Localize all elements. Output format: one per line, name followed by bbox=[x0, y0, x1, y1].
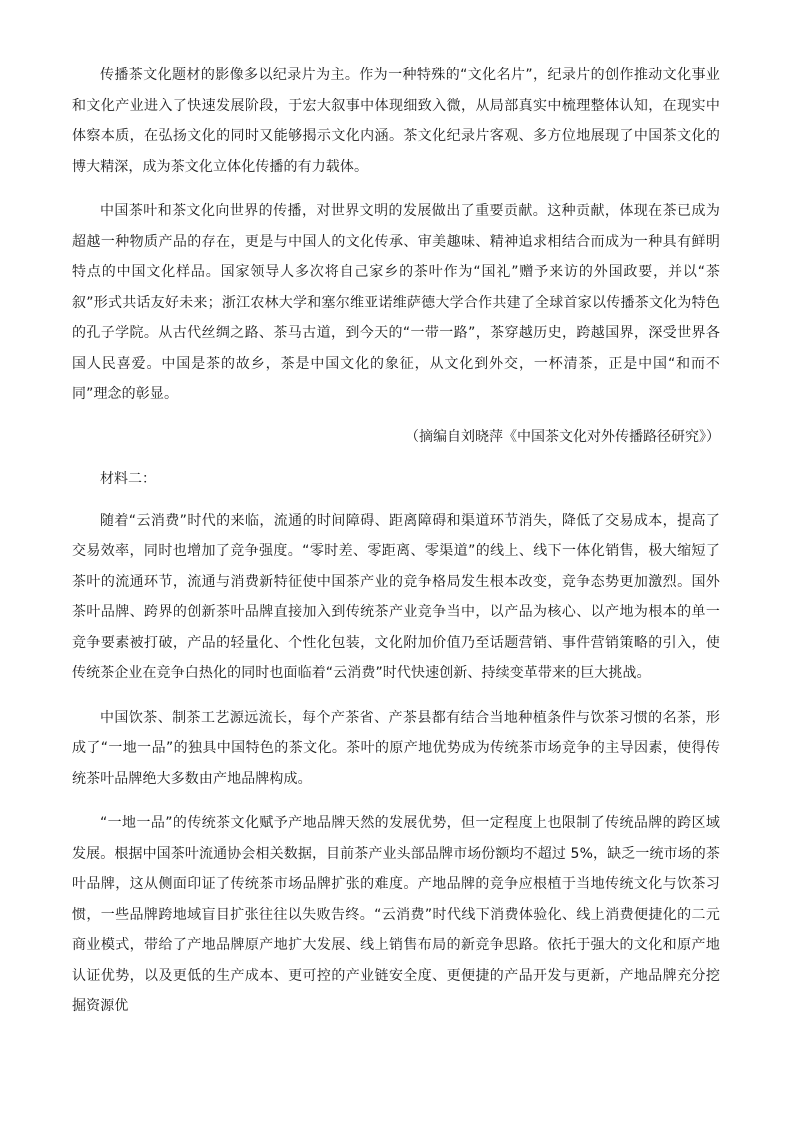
paragraph-cloud-consumption: 随着“云消费”时代的来临，流通的时间障碍、距离障碍和渠道环节消失，降低了交易成本，提高了交易效率，同时也增加了竞争强度。“零时差、零距离、零渠道”的线上、线下一体化销售，极大缩短了茶叶的流通环节，流通与消费新特征使中国茶产业的竞争格局发生根本改变，竞争态势更加激烈。国外茶叶品牌、跨界的创新茶叶品牌直接加入到传统茶产业竞争当中，以产品为核心、以产地为根本的单一竞争要素被打破，产品的轻量化、个性化包装，文化附加价值乃至话题营销、事件营销策略的引入，使传统茶企业在竞争白热化的同时也面临着“云消费”时代快速创新、持续变革带来的巨大挑战。 bbox=[72, 512, 720, 681]
section-heading-material-two: 材料二： bbox=[100, 470, 156, 487]
paragraph-one-place-one-product: 中国饮茶、制茶工艺源远流长，每个产茶省、产茶县都有结合当地种植条件与饮茶习惯的名茶，形成了“一地一品”的独具中国特色的茶文化。茶叶的原产地优势成为传统茶市场竞争的主导因素，使得传统茶叶品牌绝大多数由产地品牌构成。 bbox=[72, 709, 720, 787]
source-citation: （摘编自刘晓萍《中国茶文化对外传播路径研究》） bbox=[405, 428, 720, 445]
paragraph-origin-brands: “一地一品”的传统茶文化赋予产地品牌天然的发展优势，但一定程度上也限制了传统品牌的跨区域发展。根据中国茶叶流通协会相关数据，目前茶产业头部品牌市场份额均不超过 5%，缺乏一统市场的茶叶品牌，这从侧面印证了传统茶市场品牌扩张的难度。产地品牌的竞争应根植于当地传统文化与饮茶习惯，一些品牌跨地域盲目扩张往往以失败告终。“云消费”时代线下消费体验化、线上消费便捷化的二元商业模式，带给了产地品牌原产地扩大发展、线上销售布局的新竞争思路。依托于强大的文化和原产地认证优势，以及更低的生产成本、更可控的产业链安全度、更便捷的产品开发与更新，产地品牌充分挖掘资源优 bbox=[72, 815, 720, 1014]
paragraph-documentary: 传播茶文化题材的影像多以纪录片为主。作为一种特殊的“文化名片”，纪录片的创作推动文化事业和文化产业进入了快速发展阶段，于宏大叙事中体现细致入微，从局部真实中梳理整体认知，在现实中体察本质，在弘扬文化的同时又能够揭示文化内涵。茶文化纪录片客观、多方位地展现了中国茶文化的博大精深，成为茶文化立体化传播的有力载体。 bbox=[72, 67, 720, 175]
document-page bbox=[72, 60, 720, 1022]
paragraph-world-contribution: 中国茶叶和茶文化向世界的传播，对世界文明的发展做出了重要贡献。这种贡献，体现在茶已成为超越一种物质产品的存在，更是与中国人的文化传承、审美趣味、精神追求相结合而成为一种具有鲜明特点的中国文化样品。国家领导人多次将自己家乡的茶叶作为“国礼”赠予来访的外国政要，并以“茶叙”形式共话友好未来；浙江农林大学和塞尔维亚诺维萨德大学合作共建了全球首家以传播茶文化为特色的孔子学院。从古代丝绸之路、茶马古道，到今天的“一带一路”，茶穿越历史，跨越国界，深受世界各国人民喜爱。中国是茶的故乡，茶是中国文化的象征，从文化到外交，一杯清茶，正是中国“和而不同”理念的彰显。 bbox=[72, 203, 720, 402]
